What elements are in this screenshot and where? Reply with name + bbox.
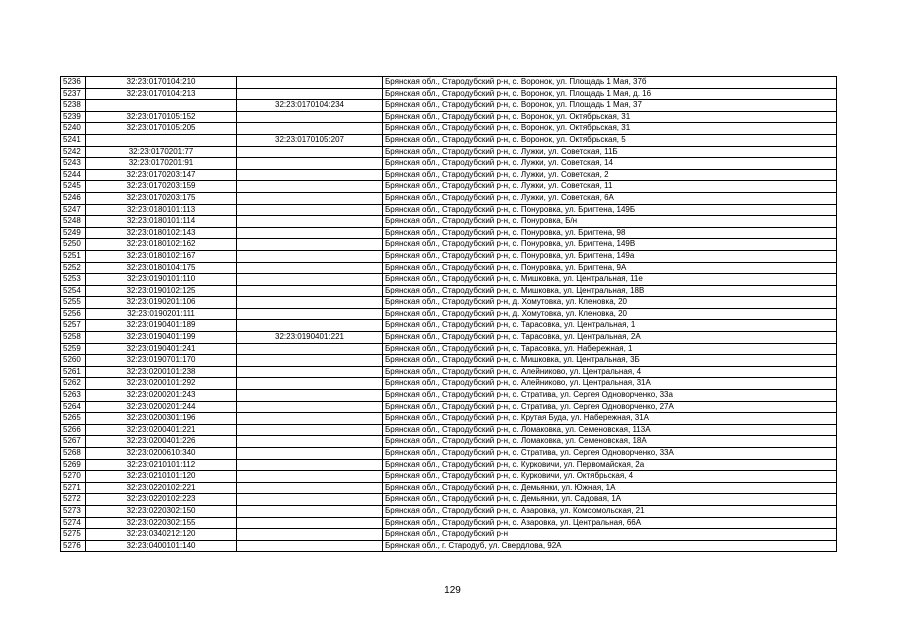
secondary-cadastral-number-cell — [237, 204, 383, 216]
row-number-cell: 5245 — [61, 181, 86, 193]
row-number-cell: 5238 — [61, 100, 86, 112]
row-number-cell: 5237 — [61, 88, 86, 100]
secondary-cadastral-number-cell — [237, 505, 383, 517]
table-row — [61, 529, 837, 541]
row-number-cell: 5274 — [61, 517, 86, 529]
table-row — [61, 204, 837, 216]
cadastral-number-cell: 32:23:0170201:77 — [86, 146, 237, 158]
cadastral-number-cell — [86, 134, 237, 146]
row-number-cell: 5254 — [61, 285, 86, 297]
secondary-cadastral-number-cell — [237, 169, 383, 181]
secondary-cadastral-number-cell — [237, 459, 383, 471]
row-number-cell: 5265 — [61, 413, 86, 425]
cadastral-number-cell: 32:23:0200610:340 — [86, 448, 237, 460]
table-row — [61, 285, 837, 297]
table-row — [61, 158, 837, 170]
row-number-cell: 5240 — [61, 123, 86, 135]
cadastral-number-cell: 32:23:0170104:213 — [86, 88, 237, 100]
secondary-cadastral-number-cell — [237, 297, 383, 309]
secondary-cadastral-number-cell — [237, 158, 383, 170]
row-number-cell: 5264 — [61, 401, 86, 413]
address-cell: Брянская обл., Стародубский р-н, с. Воронок, ул. Октябрьская, 31 — [383, 123, 837, 135]
cadastral-number-cell: 32:23:0170201:91 — [86, 158, 237, 170]
row-number-cell: 5262 — [61, 378, 86, 390]
row-number-cell: 5259 — [61, 343, 86, 355]
secondary-cadastral-number-cell — [237, 123, 383, 135]
address-cell: Брянская обл., Стародубский р-н, с. Алейниково, ул. Центральная, 31А — [383, 378, 837, 390]
cadastral-number-cell: 32:23:0200201:244 — [86, 401, 237, 413]
secondary-cadastral-number-cell — [237, 227, 383, 239]
address-cell: Брянская обл., Стародубский р-н, с. Лужки, ул. Советская, 14 — [383, 158, 837, 170]
cadastral-number-cell: 32:23:0180101:113 — [86, 204, 237, 216]
table-row — [61, 88, 837, 100]
row-number-cell: 5257 — [61, 320, 86, 332]
table-row — [61, 459, 837, 471]
row-number-cell: 5253 — [61, 274, 86, 286]
cadastral-number-cell: 32:23:0190401:199 — [86, 332, 237, 344]
cadastral-number-cell: 32:23:0170104:210 — [86, 77, 237, 89]
cadastral-number-cell: 32:23:0210101:112 — [86, 459, 237, 471]
secondary-cadastral-number-cell — [237, 262, 383, 274]
cadastral-number-cell: 32:23:0170105:205 — [86, 123, 237, 135]
row-number-cell: 5276 — [61, 540, 86, 552]
address-cell: Брянская обл., Стародубский р-н, с. Понуровка, ул. Бригтена, 9А — [383, 262, 837, 274]
table-row — [61, 366, 837, 378]
cadastral-number-cell: 32:23:0170105:152 — [86, 111, 237, 123]
table-row — [61, 111, 837, 123]
secondary-cadastral-number-cell — [237, 88, 383, 100]
table-row — [61, 494, 837, 506]
row-number-cell: 5273 — [61, 505, 86, 517]
table-row — [61, 77, 837, 89]
cadastral-number-cell: 32:23:0190201:106 — [86, 297, 237, 309]
secondary-cadastral-number-cell — [237, 366, 383, 378]
address-cell: Брянская обл., Стародубский р-н, с. Азаровка, ул. Центральная, 66А — [383, 517, 837, 529]
table-row — [61, 355, 837, 367]
secondary-cadastral-number-cell — [237, 517, 383, 529]
table-row — [61, 343, 837, 355]
address-cell: Брянская обл., Стародубский р-н, с. Азаровка, ул. Комсомольская, 21 — [383, 505, 837, 517]
address-cell: Брянская обл., Стародубский р-н, с. Мишковка, ул. Центральная, 18В — [383, 285, 837, 297]
secondary-cadastral-number-cell — [237, 308, 383, 320]
row-number-cell: 5247 — [61, 204, 86, 216]
row-number-cell: 5250 — [61, 239, 86, 251]
row-number-cell: 5236 — [61, 77, 86, 89]
secondary-cadastral-number-cell — [237, 413, 383, 425]
row-number-cell: 5270 — [61, 471, 86, 483]
row-number-cell: 5272 — [61, 494, 86, 506]
address-cell: Брянская обл., Стародубский р-н, с. Мишковка, ул. Центральная, 11е — [383, 274, 837, 286]
address-cell: Брянская обл., Стародубский р-н, с. Демьянки, ул. Южная, 1А — [383, 482, 837, 494]
secondary-cadastral-number-cell: 32:23:0190401:221 — [237, 332, 383, 344]
cadastral-number-cell: 32:23:0190201:111 — [86, 308, 237, 320]
table-row — [61, 378, 837, 390]
table-row — [61, 436, 837, 448]
address-cell: Брянская обл., Стародубский р-н, с. Тарасовка, ул. Центральная, 1 — [383, 320, 837, 332]
cadastral-number-cell: 32:23:0190401:189 — [86, 320, 237, 332]
address-cell: Брянская обл., Стародубский р-н, с. Курковичи, ул. Первомайская, 2а — [383, 459, 837, 471]
address-cell: Брянская обл., Стародубский р-н, с. Воронок, ул. Площадь 1 Мая, 37б — [383, 77, 837, 89]
secondary-cadastral-number-cell — [237, 390, 383, 402]
address-cell: Брянская обл., Стародубский р-н, с. Лужки, ул. Советская, 2 — [383, 169, 837, 181]
table-row — [61, 134, 837, 146]
secondary-cadastral-number-cell — [237, 181, 383, 193]
row-number-cell: 5261 — [61, 366, 86, 378]
cadastral-number-cell: 32:23:0180104:175 — [86, 262, 237, 274]
table-row — [61, 308, 837, 320]
secondary-cadastral-number-cell — [237, 216, 383, 228]
secondary-cadastral-number-cell — [237, 540, 383, 552]
address-cell: Брянская обл., Стародубский р-н, с. Воронок, ул. Октябрьская, 5 — [383, 134, 837, 146]
row-number-cell: 5263 — [61, 390, 86, 402]
secondary-cadastral-number-cell — [237, 401, 383, 413]
address-cell: Брянская обл., Стародубский р-н, с. Лужки, ул. Советская, 11Б — [383, 146, 837, 158]
row-number-cell: 5260 — [61, 355, 86, 367]
cadastral-number-cell: 32:23:0200201:243 — [86, 390, 237, 402]
address-cell: Брянская обл., Стародубский р-н, с. Ломаковка, ул. Семеновская, 113А — [383, 424, 837, 436]
cadastral-number-cell: 32:23:0210101:120 — [86, 471, 237, 483]
row-number-cell: 5239 — [61, 111, 86, 123]
cadastral-number-cell: 32:23:0340212:120 — [86, 529, 237, 541]
cadastral-number-cell: 32:23:0180102:162 — [86, 239, 237, 251]
secondary-cadastral-number-cell — [237, 192, 383, 204]
table-row — [61, 262, 837, 274]
table-row — [61, 448, 837, 460]
table-row — [61, 250, 837, 262]
address-cell: Брянская обл., Стародубский р-н, с. Ломаковка, ул. Семеновская, 18А — [383, 436, 837, 448]
secondary-cadastral-number-cell: 32:23:0170104:234 — [237, 100, 383, 112]
page-number: 129 — [444, 585, 461, 596]
cadastral-number-cell — [86, 100, 237, 112]
row-number-cell: 5268 — [61, 448, 86, 460]
table-row — [61, 332, 837, 344]
cadastral-number-cell: 32:23:0180101:114 — [86, 216, 237, 228]
secondary-cadastral-number-cell — [237, 250, 383, 262]
table-row — [61, 274, 837, 286]
cadastral-number-cell: 32:23:0220102:221 — [86, 482, 237, 494]
row-number-cell: 5248 — [61, 216, 86, 228]
address-cell: Брянская обл., Стародубский р-н, с. Тарасовка, ул. Центральная, 2А — [383, 332, 837, 344]
cadastral-number-cell: 32:23:0200101:238 — [86, 366, 237, 378]
cadastral-number-cell: 32:23:0200401:221 — [86, 424, 237, 436]
address-cell: Брянская обл., Стародубский р-н, с. Алейниково, ул. Центральная, 4 — [383, 366, 837, 378]
address-cell: Брянская обл., Стародубский р-н, с. Стратива, ул. Сергея Одноворченко, 27А — [383, 401, 837, 413]
row-number-cell: 5267 — [61, 436, 86, 448]
cadastral-number-cell: 32:23:0190102:125 — [86, 285, 237, 297]
table-row — [61, 227, 837, 239]
secondary-cadastral-number-cell — [237, 424, 383, 436]
address-cell: Брянская обл., Стародубский р-н, с. Лужки, ул. Советская, 6А — [383, 192, 837, 204]
table-row — [61, 169, 837, 181]
cadastral-number-cell: 32:23:0190701:170 — [86, 355, 237, 367]
table-row — [61, 100, 837, 112]
address-cell: Брянская обл., Стародубский р-н, с. Стратива, ул. Сергея Одноворченко, 33а — [383, 390, 837, 402]
row-number-cell: 5242 — [61, 146, 86, 158]
address-cell: Брянская обл., Стародубский р-н, с. Воронок, ул. Площадь 1 Мая, д. 16 — [383, 88, 837, 100]
row-number-cell: 5244 — [61, 169, 86, 181]
secondary-cadastral-number-cell — [237, 285, 383, 297]
row-number-cell: 5251 — [61, 250, 86, 262]
row-number-cell: 5246 — [61, 192, 86, 204]
secondary-cadastral-number-cell — [237, 77, 383, 89]
secondary-cadastral-number-cell — [237, 448, 383, 460]
cadastral-number-cell: 32:23:0180102:167 — [86, 250, 237, 262]
secondary-cadastral-number-cell — [237, 111, 383, 123]
row-number-cell: 5275 — [61, 529, 86, 541]
row-number-cell: 5249 — [61, 227, 86, 239]
secondary-cadastral-number-cell — [237, 355, 383, 367]
cadastral-number-cell: 32:23:0190401:241 — [86, 343, 237, 355]
table-row — [61, 216, 837, 228]
table-row — [61, 239, 837, 251]
table-row — [61, 146, 837, 158]
address-cell: Брянская обл., Стародубский р-н, с. Мишковка, ул. Центральная, 3Б — [383, 355, 837, 367]
secondary-cadastral-number-cell — [237, 494, 383, 506]
address-cell: Брянская обл., Стародубский р-н, с. Воронок, ул. Площадь 1 Мая, 37 — [383, 100, 837, 112]
register-table-body — [61, 77, 837, 552]
row-number-cell: 5252 — [61, 262, 86, 274]
table-row — [61, 320, 837, 332]
cadastral-number-cell: 32:23:0200101:292 — [86, 378, 237, 390]
row-number-cell: 5256 — [61, 308, 86, 320]
cadastral-number-cell: 32:23:0220302:150 — [86, 505, 237, 517]
table-row — [61, 123, 837, 135]
address-cell: Брянская обл., Стародубский р-н, с. Воронок, ул. Октябрьская, 31 — [383, 111, 837, 123]
cadastral-number-cell: 32:23:0220302:155 — [86, 517, 237, 529]
table-row — [61, 297, 837, 309]
address-cell: Брянская обл., Стародубский р-н, д. Хомутовка, ул. Кленовка, 20 — [383, 308, 837, 320]
address-cell: Брянская обл., Стародубский р-н, с. Курковичи, ул. Октябрьская, 4 — [383, 471, 837, 483]
address-cell: Брянская обл., г. Стародуб, ул. Свердлова, 92А — [383, 540, 837, 552]
secondary-cadastral-number-cell — [237, 320, 383, 332]
address-cell: Брянская обл., Стародубский р-н, с. Демьянки, ул. Садовая, 1А — [383, 494, 837, 506]
property-register-table — [60, 76, 837, 552]
address-cell: Брянская обл., Стародубский р-н, с. Понуровка, ул. Бригтена, 98 — [383, 227, 837, 239]
cadastral-number-cell: 32:23:0200301:196 — [86, 413, 237, 425]
cadastral-number-cell: 32:23:0220102:223 — [86, 494, 237, 506]
secondary-cadastral-number-cell — [237, 471, 383, 483]
secondary-cadastral-number-cell — [237, 436, 383, 448]
secondary-cadastral-number-cell — [237, 482, 383, 494]
secondary-cadastral-number-cell — [237, 274, 383, 286]
cadastral-number-cell: 32:23:0170203:175 — [86, 192, 237, 204]
table-row — [61, 401, 837, 413]
cadastral-number-cell: 32:23:0170203:147 — [86, 169, 237, 181]
address-cell: Брянская обл., Стародубский р-н, с. Крутая Буда, ул. Набережная, 31А — [383, 413, 837, 425]
cadastral-number-cell: 32:23:0190101:110 — [86, 274, 237, 286]
secondary-cadastral-number-cell — [237, 378, 383, 390]
secondary-cadastral-number-cell — [237, 239, 383, 251]
table-row — [61, 390, 837, 402]
cadastral-number-cell: 32:23:0170203:159 — [86, 181, 237, 193]
cadastral-number-cell: 32:23:0400101:140 — [86, 540, 237, 552]
table-row — [61, 413, 837, 425]
secondary-cadastral-number-cell — [237, 343, 383, 355]
row-number-cell: 5266 — [61, 424, 86, 436]
secondary-cadastral-number-cell — [237, 146, 383, 158]
address-cell: Брянская обл., Стародубский р-н, с. Понуровка, Б/н — [383, 216, 837, 228]
row-number-cell: 5255 — [61, 297, 86, 309]
row-number-cell: 5243 — [61, 158, 86, 170]
address-cell: Брянская обл., Стародубский р-н — [383, 529, 837, 541]
row-number-cell: 5258 — [61, 332, 86, 344]
secondary-cadastral-number-cell — [237, 529, 383, 541]
table-row — [61, 482, 837, 494]
row-number-cell: 5241 — [61, 134, 86, 146]
table-row — [61, 505, 837, 517]
cadastral-number-cell: 32:23:0180102:143 — [86, 227, 237, 239]
address-cell: Брянская обл., Стародубский р-н, с. Понуровка, ул. Бригтена, 149В — [383, 239, 837, 251]
table-row — [61, 181, 837, 193]
row-number-cell: 5271 — [61, 482, 86, 494]
cadastral-number-cell: 32:23:0200401:226 — [86, 436, 237, 448]
table-row — [61, 517, 837, 529]
table-row — [61, 471, 837, 483]
address-cell: Брянская обл., Стародубский р-н, с. Стратива, ул. Сергея Одноворченко, 33А — [383, 448, 837, 460]
table-row — [61, 540, 837, 552]
address-cell: Брянская обл., Стародубский р-н, с. Понуровка, ул. Бригтена, 149а — [383, 250, 837, 262]
address-cell: Брянская обл., Стародубский р-н, с. Тарасовка, ул. Набережная, 1 — [383, 343, 837, 355]
row-number-cell: 5269 — [61, 459, 86, 471]
table-row — [61, 192, 837, 204]
address-cell: Брянская обл., Стародубский р-н, с. Понуровка, ул. Бригтена, 149Б — [383, 204, 837, 216]
secondary-cadastral-number-cell: 32:23:0170105:207 — [237, 134, 383, 146]
address-cell: Брянская обл., Стародубский р-н, с. Лужки, ул. Советская, 11 — [383, 181, 837, 193]
address-cell: Брянская обл., Стародубский р-н, д. Хомутовка, ул. Кленовка, 20 — [383, 297, 837, 309]
table-row — [61, 424, 837, 436]
